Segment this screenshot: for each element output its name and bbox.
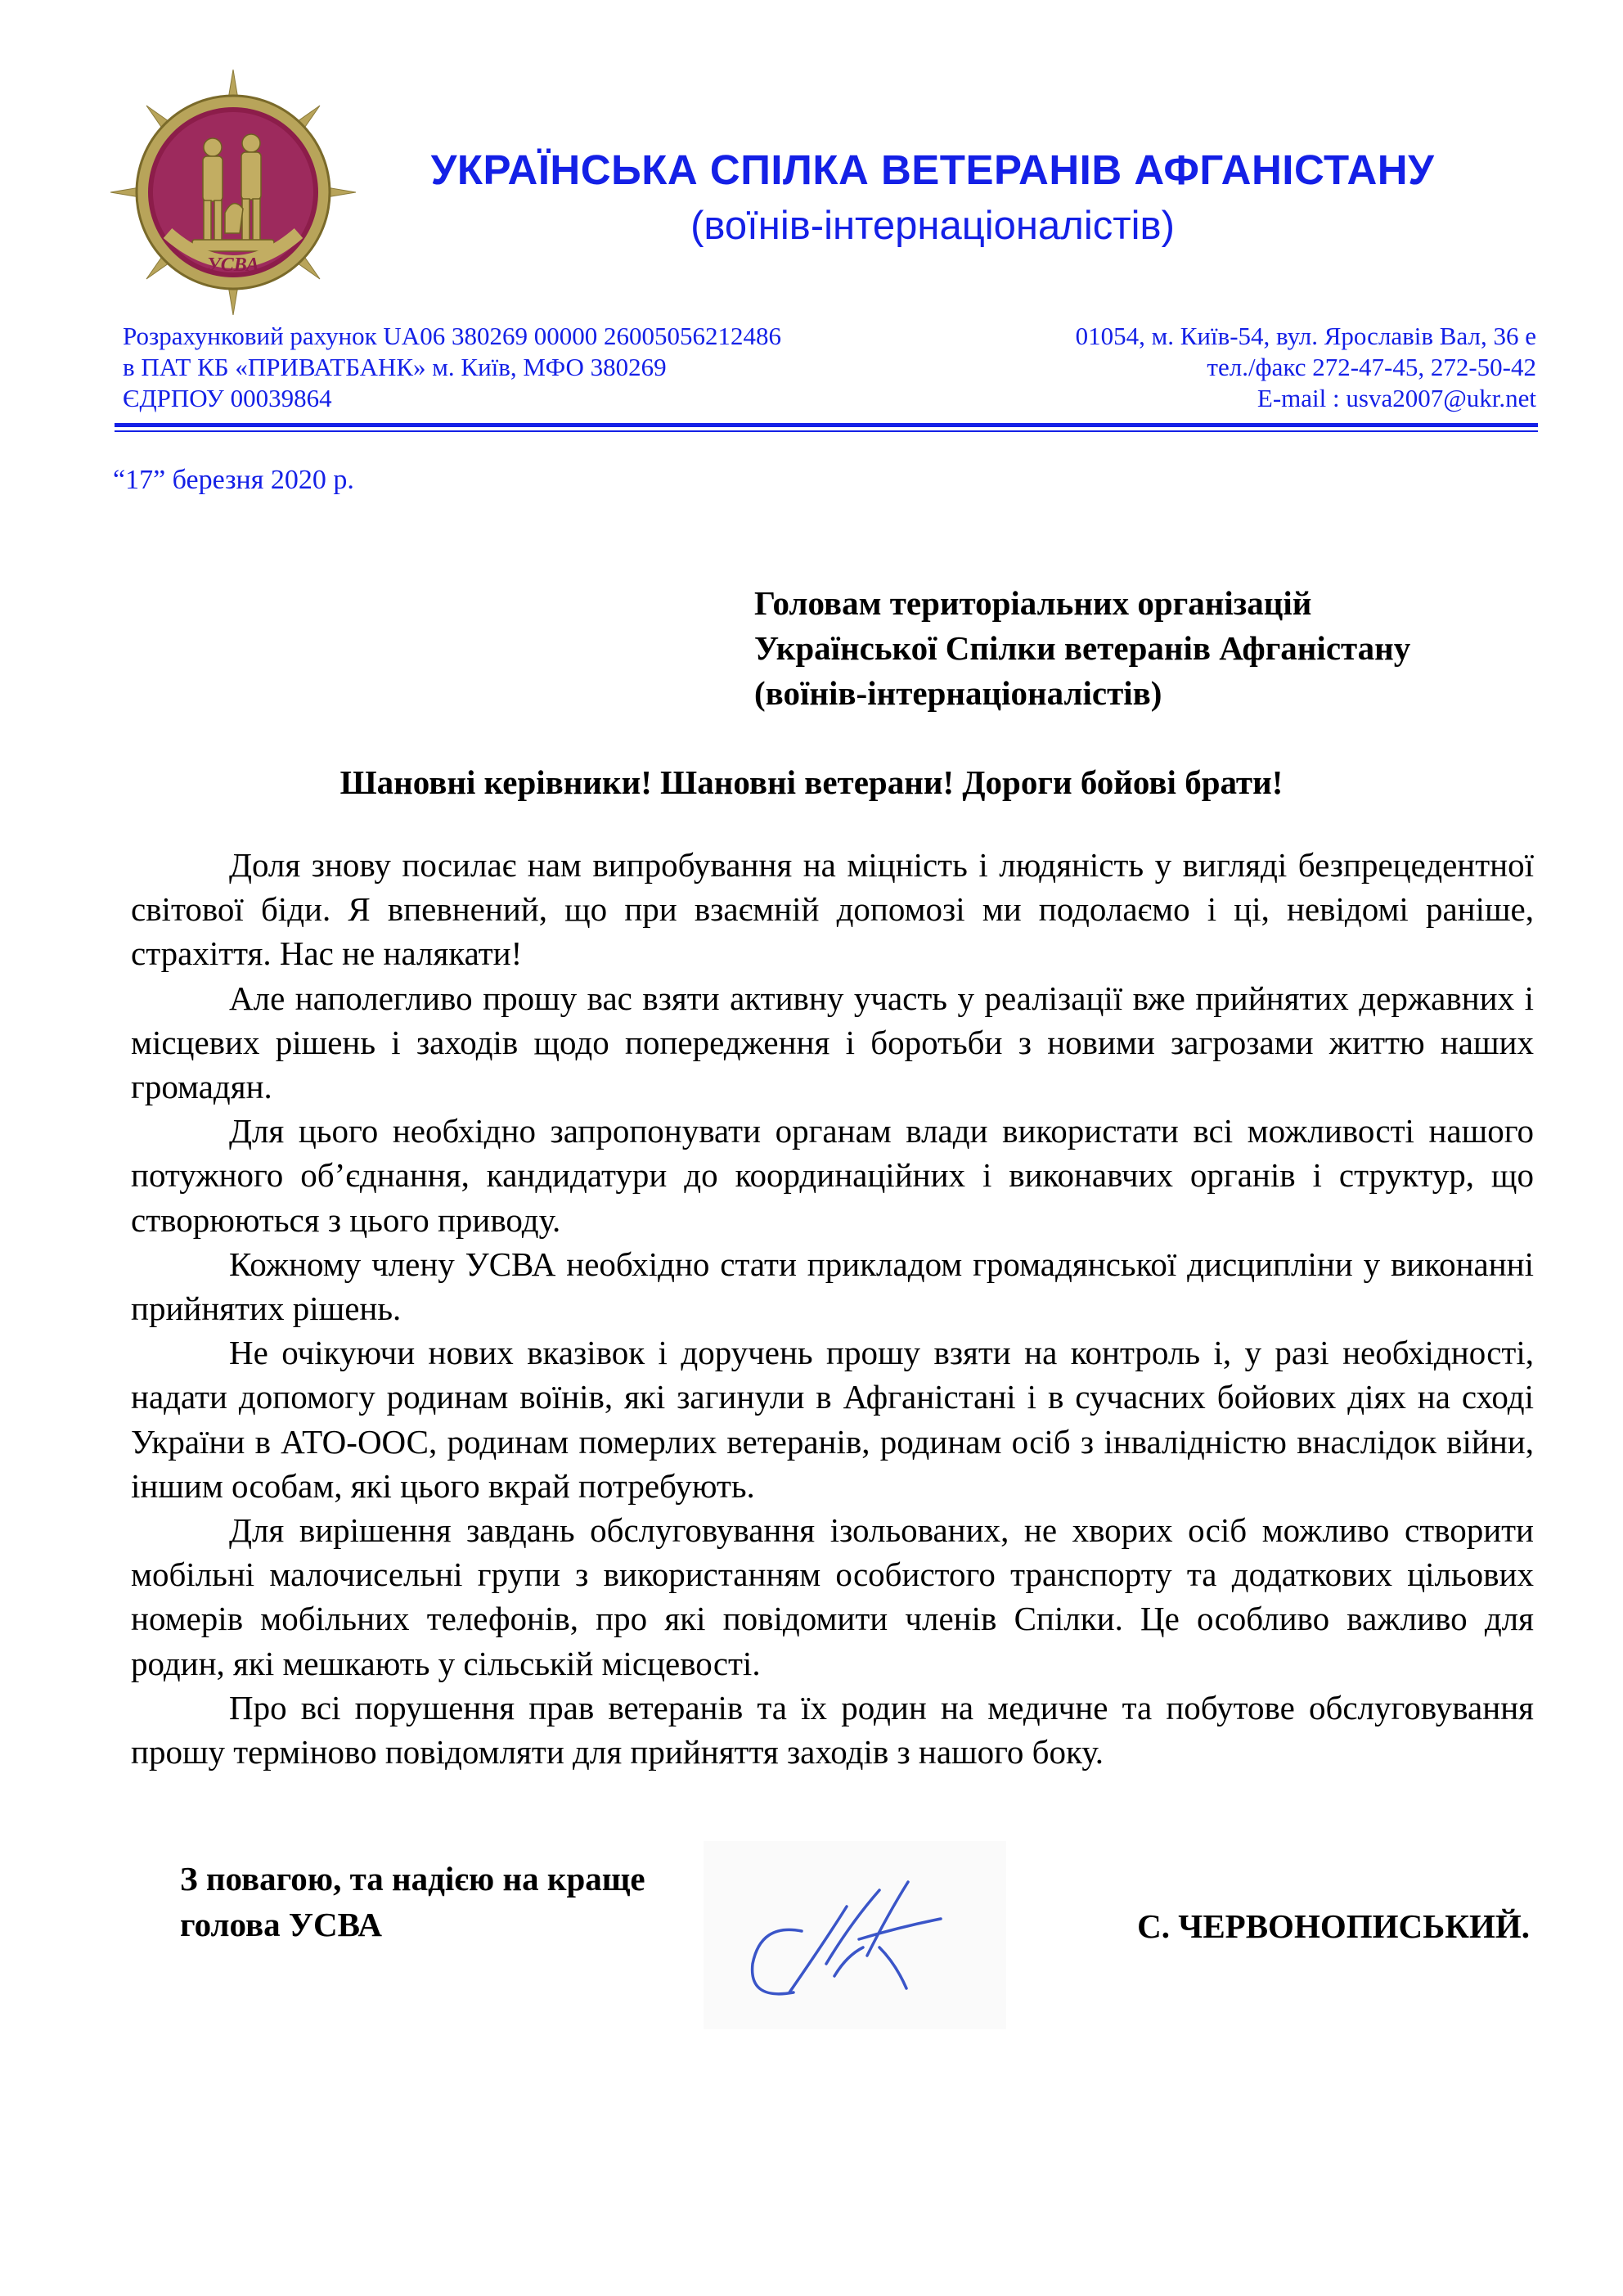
signature-graphic: [704, 1841, 1006, 2029]
paragraph: Для цього необхідно запропонувати органам влади використати всі можливості нашого потужного об’єднання, кандидатури до координаційних і виконавчих органів і структур, що створюються з цього приводу.: [131, 1112, 1534, 1239]
recipient-block: [754, 581, 1410, 716]
letter-body: [131, 843, 1534, 1774]
contact-requisites: [900, 321, 1536, 414]
paragraph: Але наполегливо прошу вас взяти активну участь у реалізації вже прийнятих державних і місцевих рішень і заходів щодо попередження і боротьби з новими загрозами життю наших громадян.: [131, 979, 1534, 1106]
paragraph: Для вирішення завдань обслуговування ізольованих, не хворих осіб можливо створити мобільні малочисельні групи з використанням особистого транспорту та додаткових цільових номерів мобільних телефонів, про які повідомити членів Спілки. Це особливо важливо для родин, які мешкають у сільській місцевості.: [131, 1511, 1534, 1682]
recipient-line: Української Спілки ветеранів Афганістану: [754, 629, 1411, 667]
bank-name: в ПАТ КБ «ПРИВАТБАНК» м. Київ, МФО 380269: [123, 353, 667, 381]
closing-block: [180, 1856, 645, 1947]
emblem-text: УСВА: [207, 254, 259, 276]
phone-fax: тел./факс 272-47-45, 272-50-42: [1207, 353, 1536, 381]
edrpou-code: ЄДРПОУ 00039864: [123, 384, 332, 412]
recipient-line: Головам територіальних організацій: [754, 584, 1312, 622]
header-divider-thin: [115, 430, 1538, 432]
org-subtitle: (воїнів-інтернаціоналістів): [690, 204, 1175, 248]
address: 01054, м. Київ-54, вул. Ярославів Вал, 36 е: [1075, 322, 1536, 350]
paragraph: Не очікуючи нових вказівок і доручень прошу взяти на контроль і, у разі необхідності, надати допомогу родинам воїнів, які загинули в Афганістані і в сучасних бойових діях на сході України в АТО-ООС, родинам померлих ветеранів, родинам осіб з інвалідністю внаслідок війни, іншим особам, які цього вкрай потребують.: [131, 1334, 1534, 1505]
signer-position: голова УСВА: [180, 1906, 383, 1943]
bank-account: Розрахунковий рахунок UA06 380269 00000 26005056212486: [123, 322, 781, 350]
signer-name: С. ЧЕРВОНОПИСЬКИЙ.: [1137, 1907, 1530, 1945]
header-divider: [115, 423, 1538, 427]
letter-date: “17” березня 2020 р.: [113, 465, 354, 495]
signature-image: [704, 1841, 1006, 2029]
closing-phrase: З повагою, та надією на краще: [180, 1860, 645, 1898]
org-name: УКРАЇНСЬКА СПІЛКА ВЕТЕРАНІВ АФГАНІСТАНУ: [430, 146, 1435, 193]
paragraph: Про всі порушення прав ветеранів та їх родин на медичне та побутове обслуговування прошу терміново повідомляти для прийняття заходів з нашого боку.: [131, 1688, 1534, 1772]
salutation: Шановні керівники! Шановні ветерани! Дороги бойові брати!: [339, 763, 1284, 801]
recipient-line: (воїнів-інтернаціоналістів): [754, 674, 1162, 712]
email: E-mail : usva2007@ukr.net: [1257, 384, 1536, 412]
paragraph: Кожному члену УСВА необхідно стати прикладом громадянської дисципліни у виконанні прийнятих рішень.: [131, 1245, 1534, 1328]
paragraph: Доля знову посилає нам випробування на міцність і людяність у вигляді безпрецедентної світової біди. Я впевнений, що при взаємній допомозі ми подолаємо і ці, невідомі раніше, страхіття. Нас не налякати!: [131, 846, 1534, 973]
bank-requisites: [123, 321, 781, 414]
